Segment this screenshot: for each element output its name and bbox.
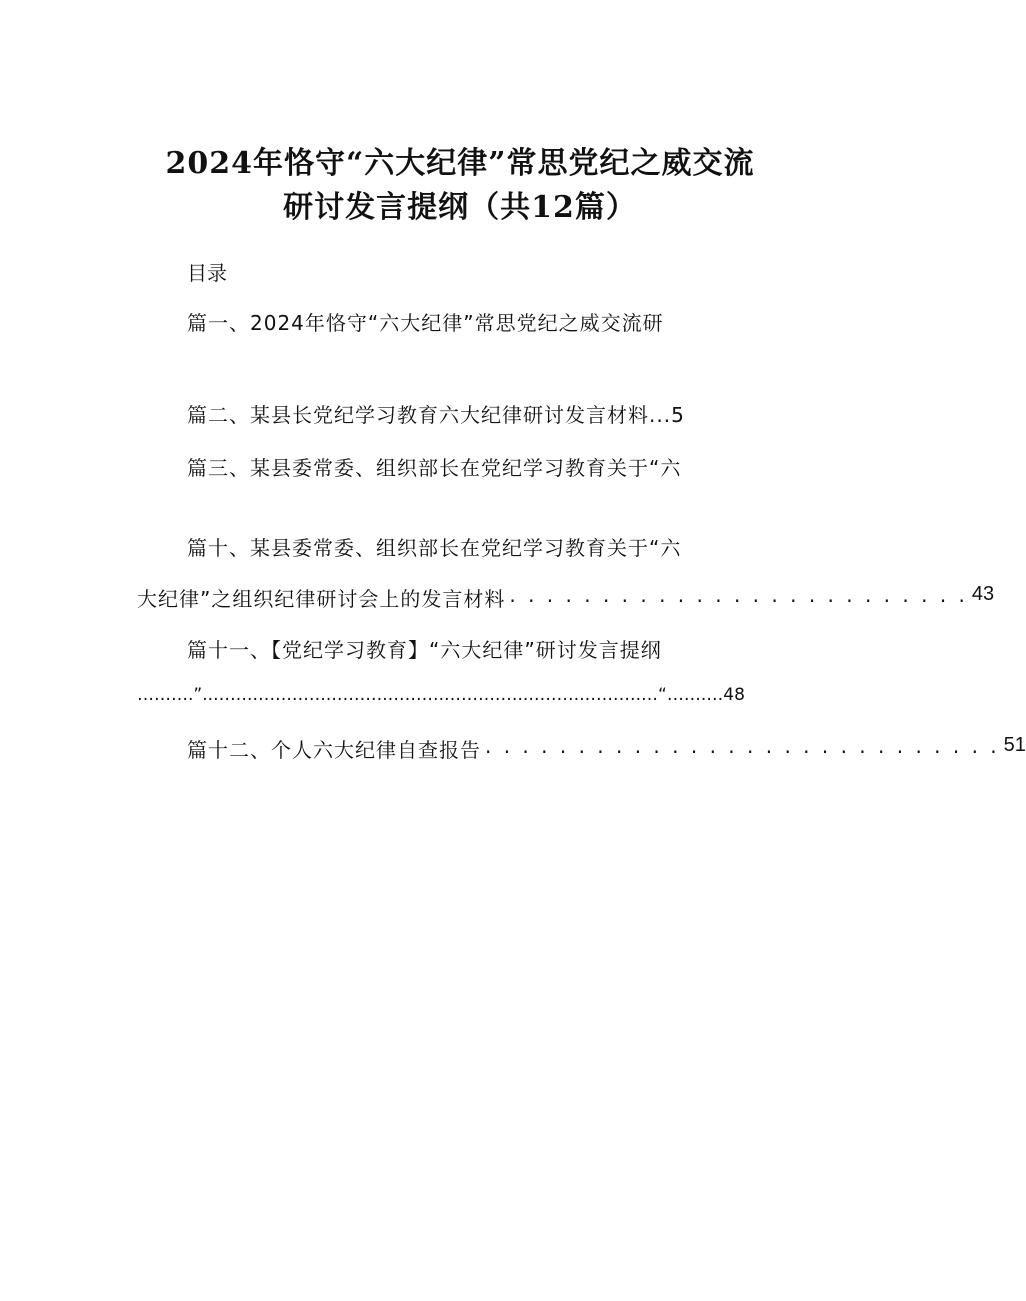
toc-entry-3: 篇三、某县委常委、组织部长在党纪学习教育关于“六 [187, 456, 682, 480]
document-title-line-1: 2024年恪守“六大纪律”常思党纪之威交流 [165, 146, 755, 181]
toc-entry-12-page-number: 51 [1003, 734, 1026, 756]
toc-entry-10-page-number: 43 [971, 583, 995, 605]
toc-entry-1: 篇一、2024年恪守“六大纪律”常思党纪之威交流研 [187, 311, 664, 335]
toc-entry-10-line-2 [137, 583, 995, 612]
toc-entry-12 [187, 734, 1026, 763]
document-title-line-2: 研讨发言提纲（共12篇） [283, 190, 637, 225]
toc-entry-12-text: 篇十二、个人六大纪律自查报告 [187, 738, 481, 762]
toc-entry-11-line-2: ……….”..…….…….…….……….……….……….…..……….……….…“…….…48 [137, 685, 745, 705]
toc-entry-10-leader: . . . . . . . . . . . . . . . . . . . . . . . . . [509, 583, 968, 607]
toc-entry-10-text: 大纪律”之组织纪律研讨会上的发言材料 [137, 587, 506, 611]
toc-heading: 目录 [187, 261, 227, 285]
toc-entry-12-leader: . . . . . . . . . . . . . . . . . . . . . . . . . . . . [485, 734, 1000, 758]
toc-entry-2: 篇二、某县长党纪学习教育六大纪律研讨发言材料...5 [187, 403, 685, 427]
toc-entry-11-line-1: 篇十一、【党纪学习教育】“六大纪律”研讨发言提纲 [187, 638, 662, 662]
toc-entry-10-line-1: 篇十、某县委常委、组织部长在党纪学习教育关于“六 [187, 536, 682, 560]
